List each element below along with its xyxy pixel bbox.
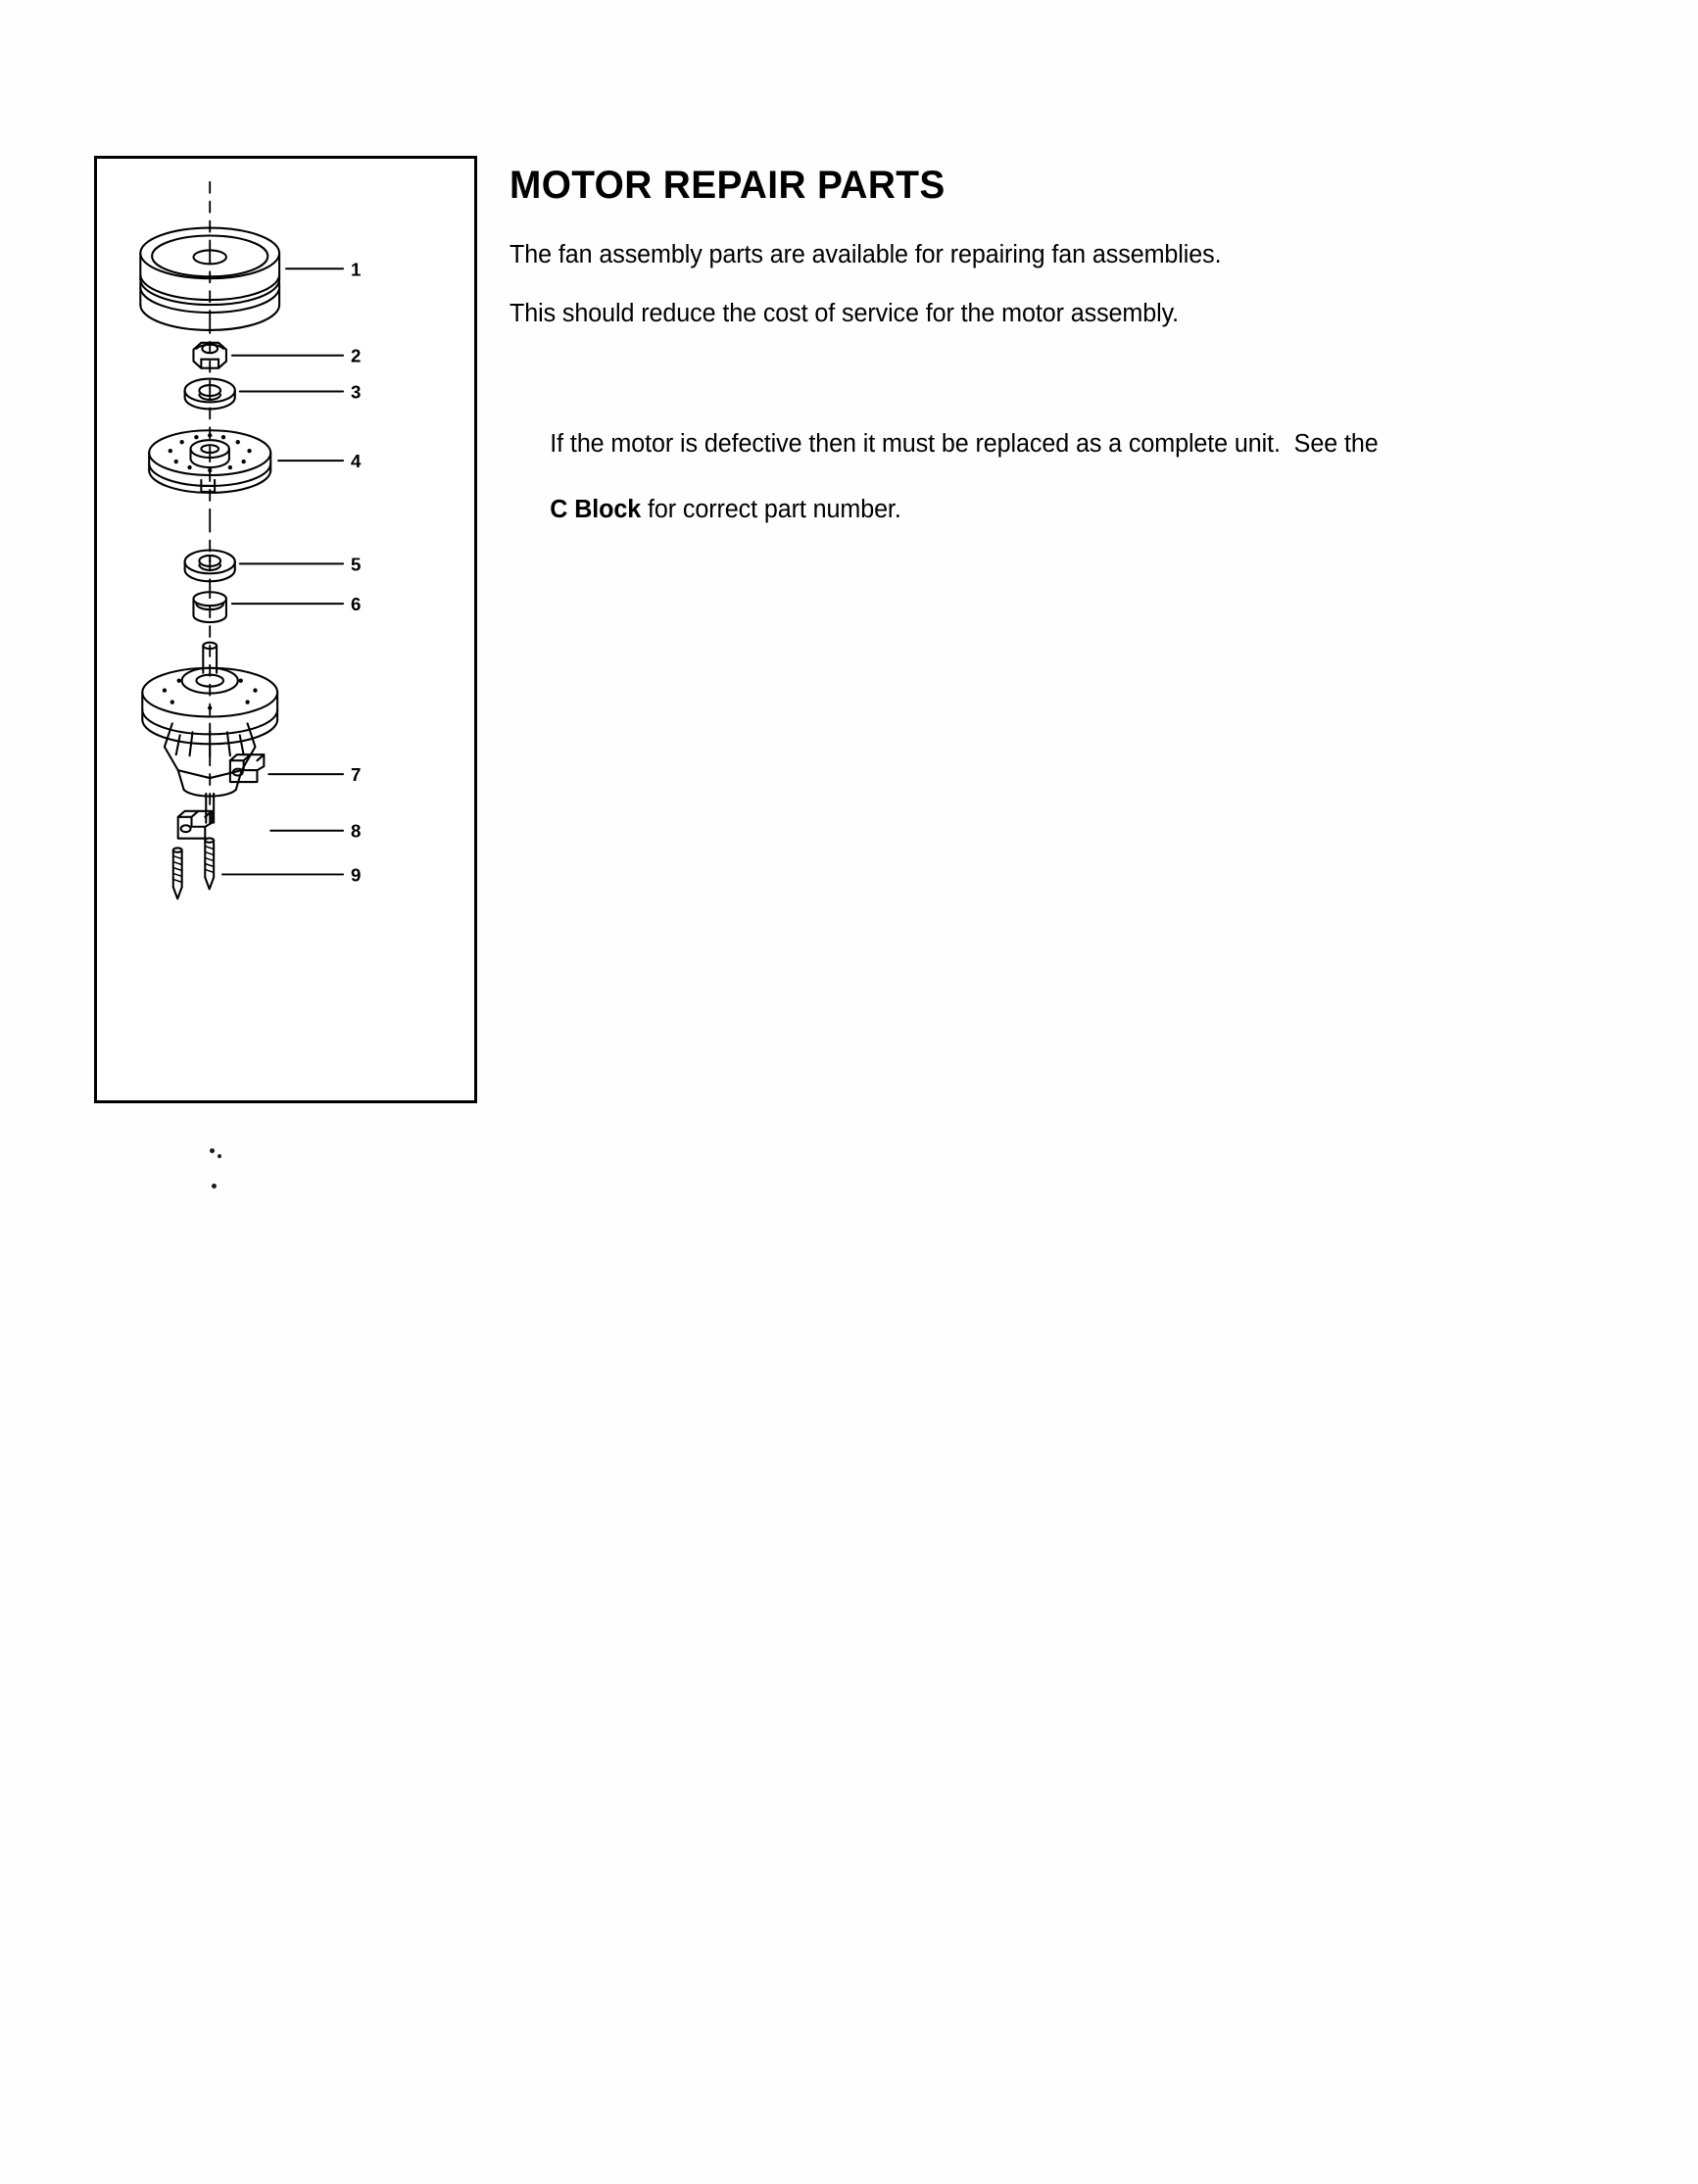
scan-artifact: [210, 1148, 215, 1153]
callout-number-8: 8: [350, 820, 362, 842]
intro-paragraph-1: The fan assembly parts are available for repairing fan assemblies.: [509, 241, 1222, 268]
exploded-diagram-panel: [94, 156, 477, 1103]
callout-number-6: 6: [350, 594, 362, 615]
note-line-1: If the motor is defective then it must be replaced as a complete unit. See the: [550, 430, 1379, 459]
callout-number-9: 9: [350, 864, 362, 886]
c-block-reference: C Block: [550, 495, 642, 523]
exploded-diagram: [97, 159, 474, 1100]
part-8-mounting-bracket: [178, 754, 265, 838]
page-title: MOTOR REPAIR PARTS: [509, 164, 946, 207]
callout-number-2: 2: [350, 345, 362, 366]
callout-number-3: 3: [350, 381, 362, 403]
callout-number-1: 1: [350, 259, 362, 280]
text-column: [509, 165, 1499, 558]
part-9-screws: [173, 838, 214, 898]
note-line-2-rest: for correct part number.: [641, 495, 901, 523]
motor-replacement-note: [509, 396, 1484, 558]
callout-number-5: 5: [350, 554, 362, 575]
callout-numbers: [351, 259, 362, 885]
callout-number-4: 4: [350, 450, 362, 472]
callout-leader-lines: [222, 268, 343, 874]
scan-artifact: [218, 1154, 221, 1158]
scan-artifact: [212, 1184, 217, 1189]
part-5-washer-lower: [185, 551, 235, 582]
callout-number-7: 7: [350, 763, 362, 786]
intro-paragraph-2: This should reduce the cost of service for the motor assembly.: [509, 300, 1180, 328]
